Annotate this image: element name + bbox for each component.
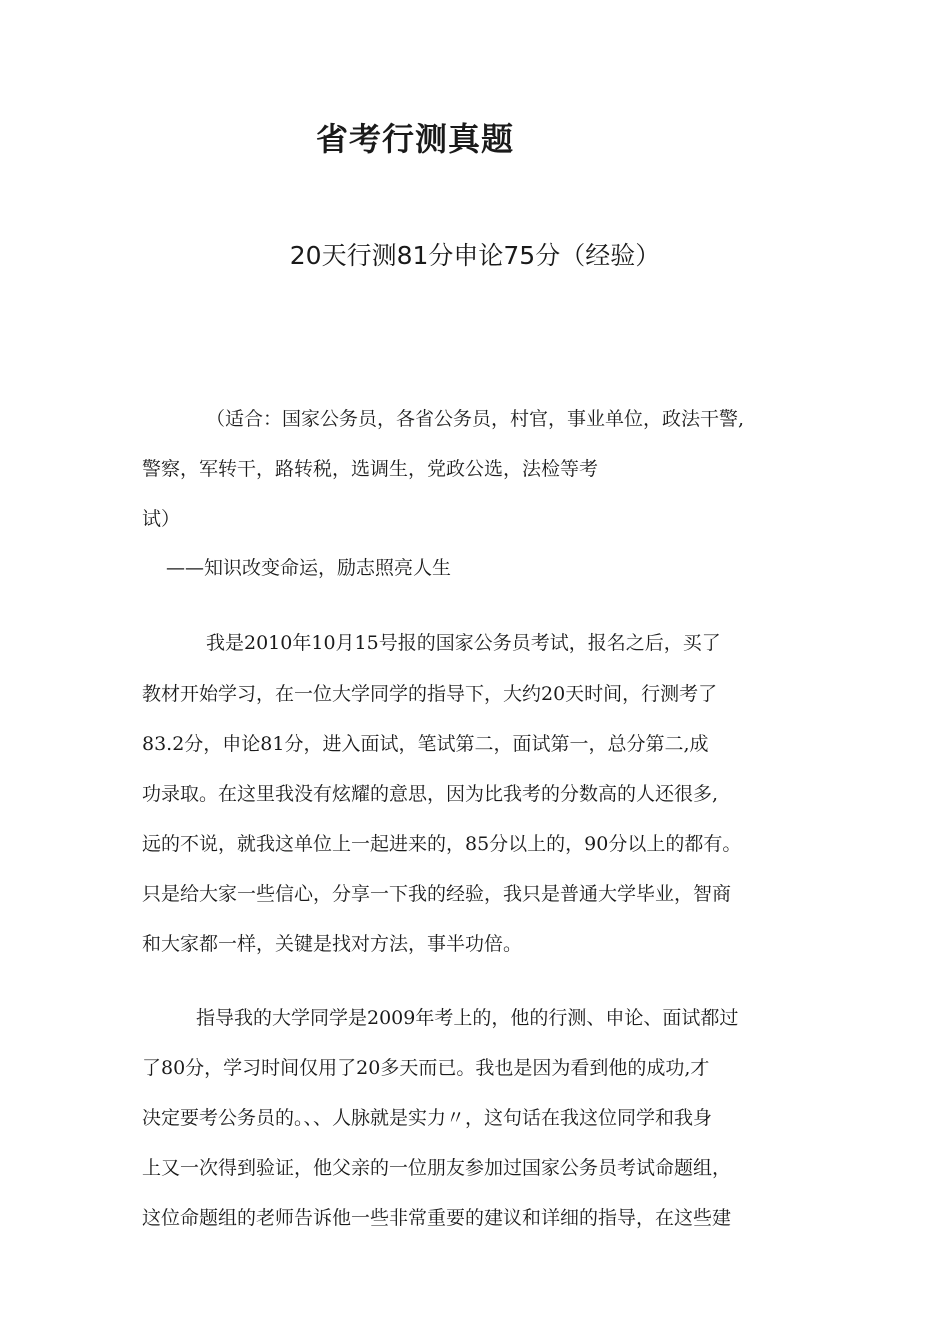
paragraph2-line-1: 指导我的大学同学是2009年考上的，他的行测、申论、面试都过: [196, 1007, 739, 1029]
page-subtitle: 20天行测81分申论75分（经验）: [289, 241, 661, 270]
paragraph2-line-4: 上又一次得到验证，他父亲的一位朋友参加过国家公务员考试命题组，: [142, 1157, 732, 1179]
paragraph2-line-2: 了80分，学习时间仅用了20多天而已。我也是因为看到他的成功,才: [142, 1057, 710, 1079]
applicable-line-3: 试）: [142, 508, 181, 530]
applicable-line-1: （适合：国家公务员，各省公务员，村官，事业单位，政法干警,: [206, 408, 745, 430]
paragraph1-line-1: 我是2010年10月15号报的国家公务员考试，报名之后，买了: [206, 632, 721, 654]
paragraph1-line-7: 和大家都一样，关键是找对方法，事半功倍。: [142, 933, 523, 955]
paragraph1-line-2: 教材开始学习，在一位大学同学的指导下，大约20天时间，行测考了: [142, 683, 718, 705]
paragraph1-line-5: 远的不说，就我这单位上一起进来的，85分以上的，90分以上的都有。: [142, 833, 742, 855]
paragraph1-line-4: 功录取。在这里我没有炫耀的意思，因为比我考的分数高的人还很多,: [142, 783, 719, 805]
paragraph1-line-6: 只是给大家一些信心，分享一下我的经验，我只是普通大学毕业，智商: [142, 883, 732, 905]
paragraph1-line-3: 83.2分，申论81分，进入面试，笔试第二，面试第一，总分第二,成: [142, 733, 709, 755]
applicable-line-2: 警察，军转干，路转税，选调生，党政公选，法检等考: [142, 458, 599, 480]
paragraph2-line-3: 决定要考公务员的。、、人脉就是实力〃，这句话在我这位同学和我身: [142, 1107, 713, 1129]
paragraph2-line-5: 这位命题组的老师告诉他一些非常重要的建议和详细的指导，在这些建: [142, 1207, 732, 1229]
motto: ——知识改变命运，励志照亮人生: [166, 557, 452, 579]
page-title: 省考行测真题: [316, 120, 515, 158]
